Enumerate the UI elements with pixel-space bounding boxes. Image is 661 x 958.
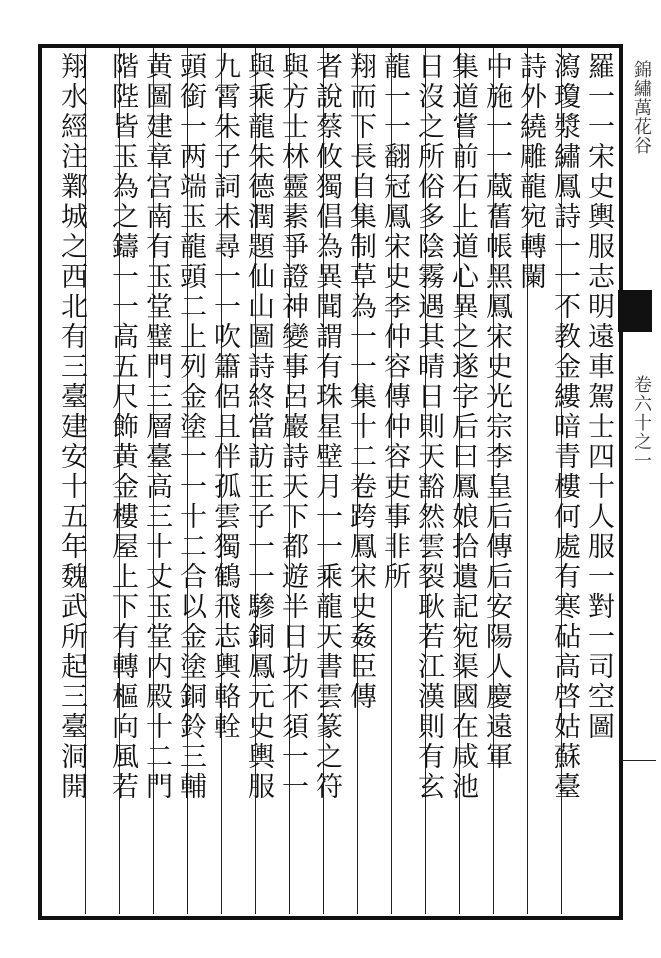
margin-strip xyxy=(624,60,658,920)
text-column-12: 九霄朱子詞未尋一一吹簫侶且伴孤雲獨鶴飛志輿輅輇 xyxy=(209,52,240,742)
margin-book-title: 錦繡萬花谷 xyxy=(631,60,652,155)
text-column-8: 翔而下長自集制草為一一集十二卷跨鳳宋史姦臣傳 xyxy=(345,52,376,712)
text-column-2: 瀉瓊漿繡鳳詩一一不教金縷暗青樓何處有寒砧高啓姑蘇臺 xyxy=(549,52,580,802)
text-column-15: 階陛皆玉為之鑄一一高五尺飾黄金樓屋上下有轉樞向風若 xyxy=(107,52,138,802)
text-column-14: 黄圖建章宫南有玉堂璧門三層臺高三十丈玉堂内殿十二門 xyxy=(141,52,172,802)
text-column-1: 羅一一宋史輿服志明遠車駕士四十人服一對一司空圖 xyxy=(583,52,614,742)
text-column-3: 詩外繞雕龍宛轉闌 xyxy=(515,52,546,292)
text-column-7: 龍一一翻冠鳳宋史李仲容傳仲容吏事非所 xyxy=(379,52,410,592)
text-column-13: 頭銜一两端玉龍頭二上列金塗一一十二合以金塗銅鈴三輔 xyxy=(175,52,206,802)
text-column-4: 中施一一蔵𦾔帳黑鳳宋史光宗李皇后傳后安陽人慶遠軍 xyxy=(481,52,512,772)
text-column-16: 翔水經注鄴城之西北有三臺建安十五年魏武所起三臺洞開 xyxy=(56,52,87,802)
text-column-5: 集道嘗前石上道心異之遂字后曰鳳娘拾遺記宛渠國在咸池 xyxy=(447,52,478,802)
fish-tail-mark xyxy=(618,290,652,332)
text-column-9: 者說蔡攸獨倡為異聞謂有珠星壁月一一乘龍天書雲篆之符 xyxy=(311,52,342,802)
margin-juan-label: 卷六十之一 xyxy=(631,375,652,470)
text-column-6: 日沒之所俗多陰霧遇其晴日則天豁然雲裂耿若江漢則有玄 xyxy=(413,52,444,802)
margin-rule xyxy=(622,760,656,761)
text-column-10: 與方士林靈素爭證神變事呂巖詩天下都遊半日功不須一一 xyxy=(277,52,308,802)
text-column-11: 與乘龍朱德潤題仙山圖詩終當訪王子一一驂銅鳳元史輿服 xyxy=(243,52,274,802)
